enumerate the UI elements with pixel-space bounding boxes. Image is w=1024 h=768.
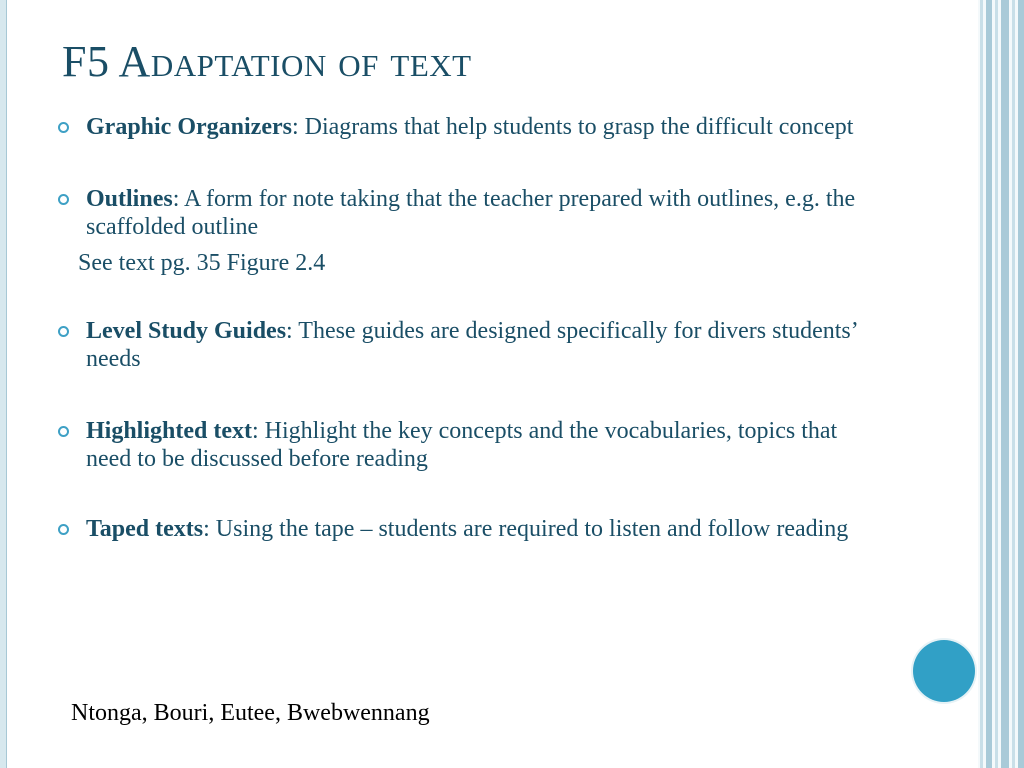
bullet-text: : A form for note taking that the teacher prepared with outlines, e.g. the scaffolded outline	[86, 186, 856, 240]
slide-title: F5 Adaptation of text	[62, 37, 472, 86]
bullet-item	[58, 515, 888, 543]
bullet-term: Graphic Organizers	[86, 114, 292, 140]
bullet-term: Level Study Guides	[86, 318, 287, 344]
bullet-item	[58, 185, 888, 241]
bullet-text: : Highlight the key concepts and the vocabularies, topics that need to be discussed before reading	[86, 418, 838, 472]
bullet-text: : These guides are designed specifically for divers students’ needs	[86, 318, 857, 372]
bullet-circle-icon	[58, 194, 69, 205]
bullet-item	[58, 417, 888, 473]
bullet-text: : Diagrams that help students to grasp the difficult concept	[291, 114, 854, 140]
bullet-circle-icon	[58, 326, 69, 337]
reference-note: See text pg. 35 Figure 2.4	[78, 250, 326, 276]
bullet-list	[58, 113, 888, 543]
bullet-term: Highlighted text	[86, 418, 252, 444]
bullet-circle-icon	[58, 122, 69, 133]
bullet-text: : Using the tape – students are required to listen and follow reading	[203, 516, 849, 542]
bullet-item	[58, 113, 888, 141]
bullet-item	[58, 317, 888, 373]
bullet-circle-icon	[58, 426, 69, 437]
bullet-term: Outlines	[86, 186, 173, 212]
bullet-circle-icon	[58, 524, 69, 535]
bullet-term: Taped texts	[86, 516, 204, 542]
decorative-circle	[913, 640, 975, 702]
left-border	[0, 0, 7, 768]
decorative-stripes	[978, 0, 1024, 768]
slide-footer-authors: Ntonga, Bouri, Eutee, Bwebwennang	[71, 700, 430, 726]
